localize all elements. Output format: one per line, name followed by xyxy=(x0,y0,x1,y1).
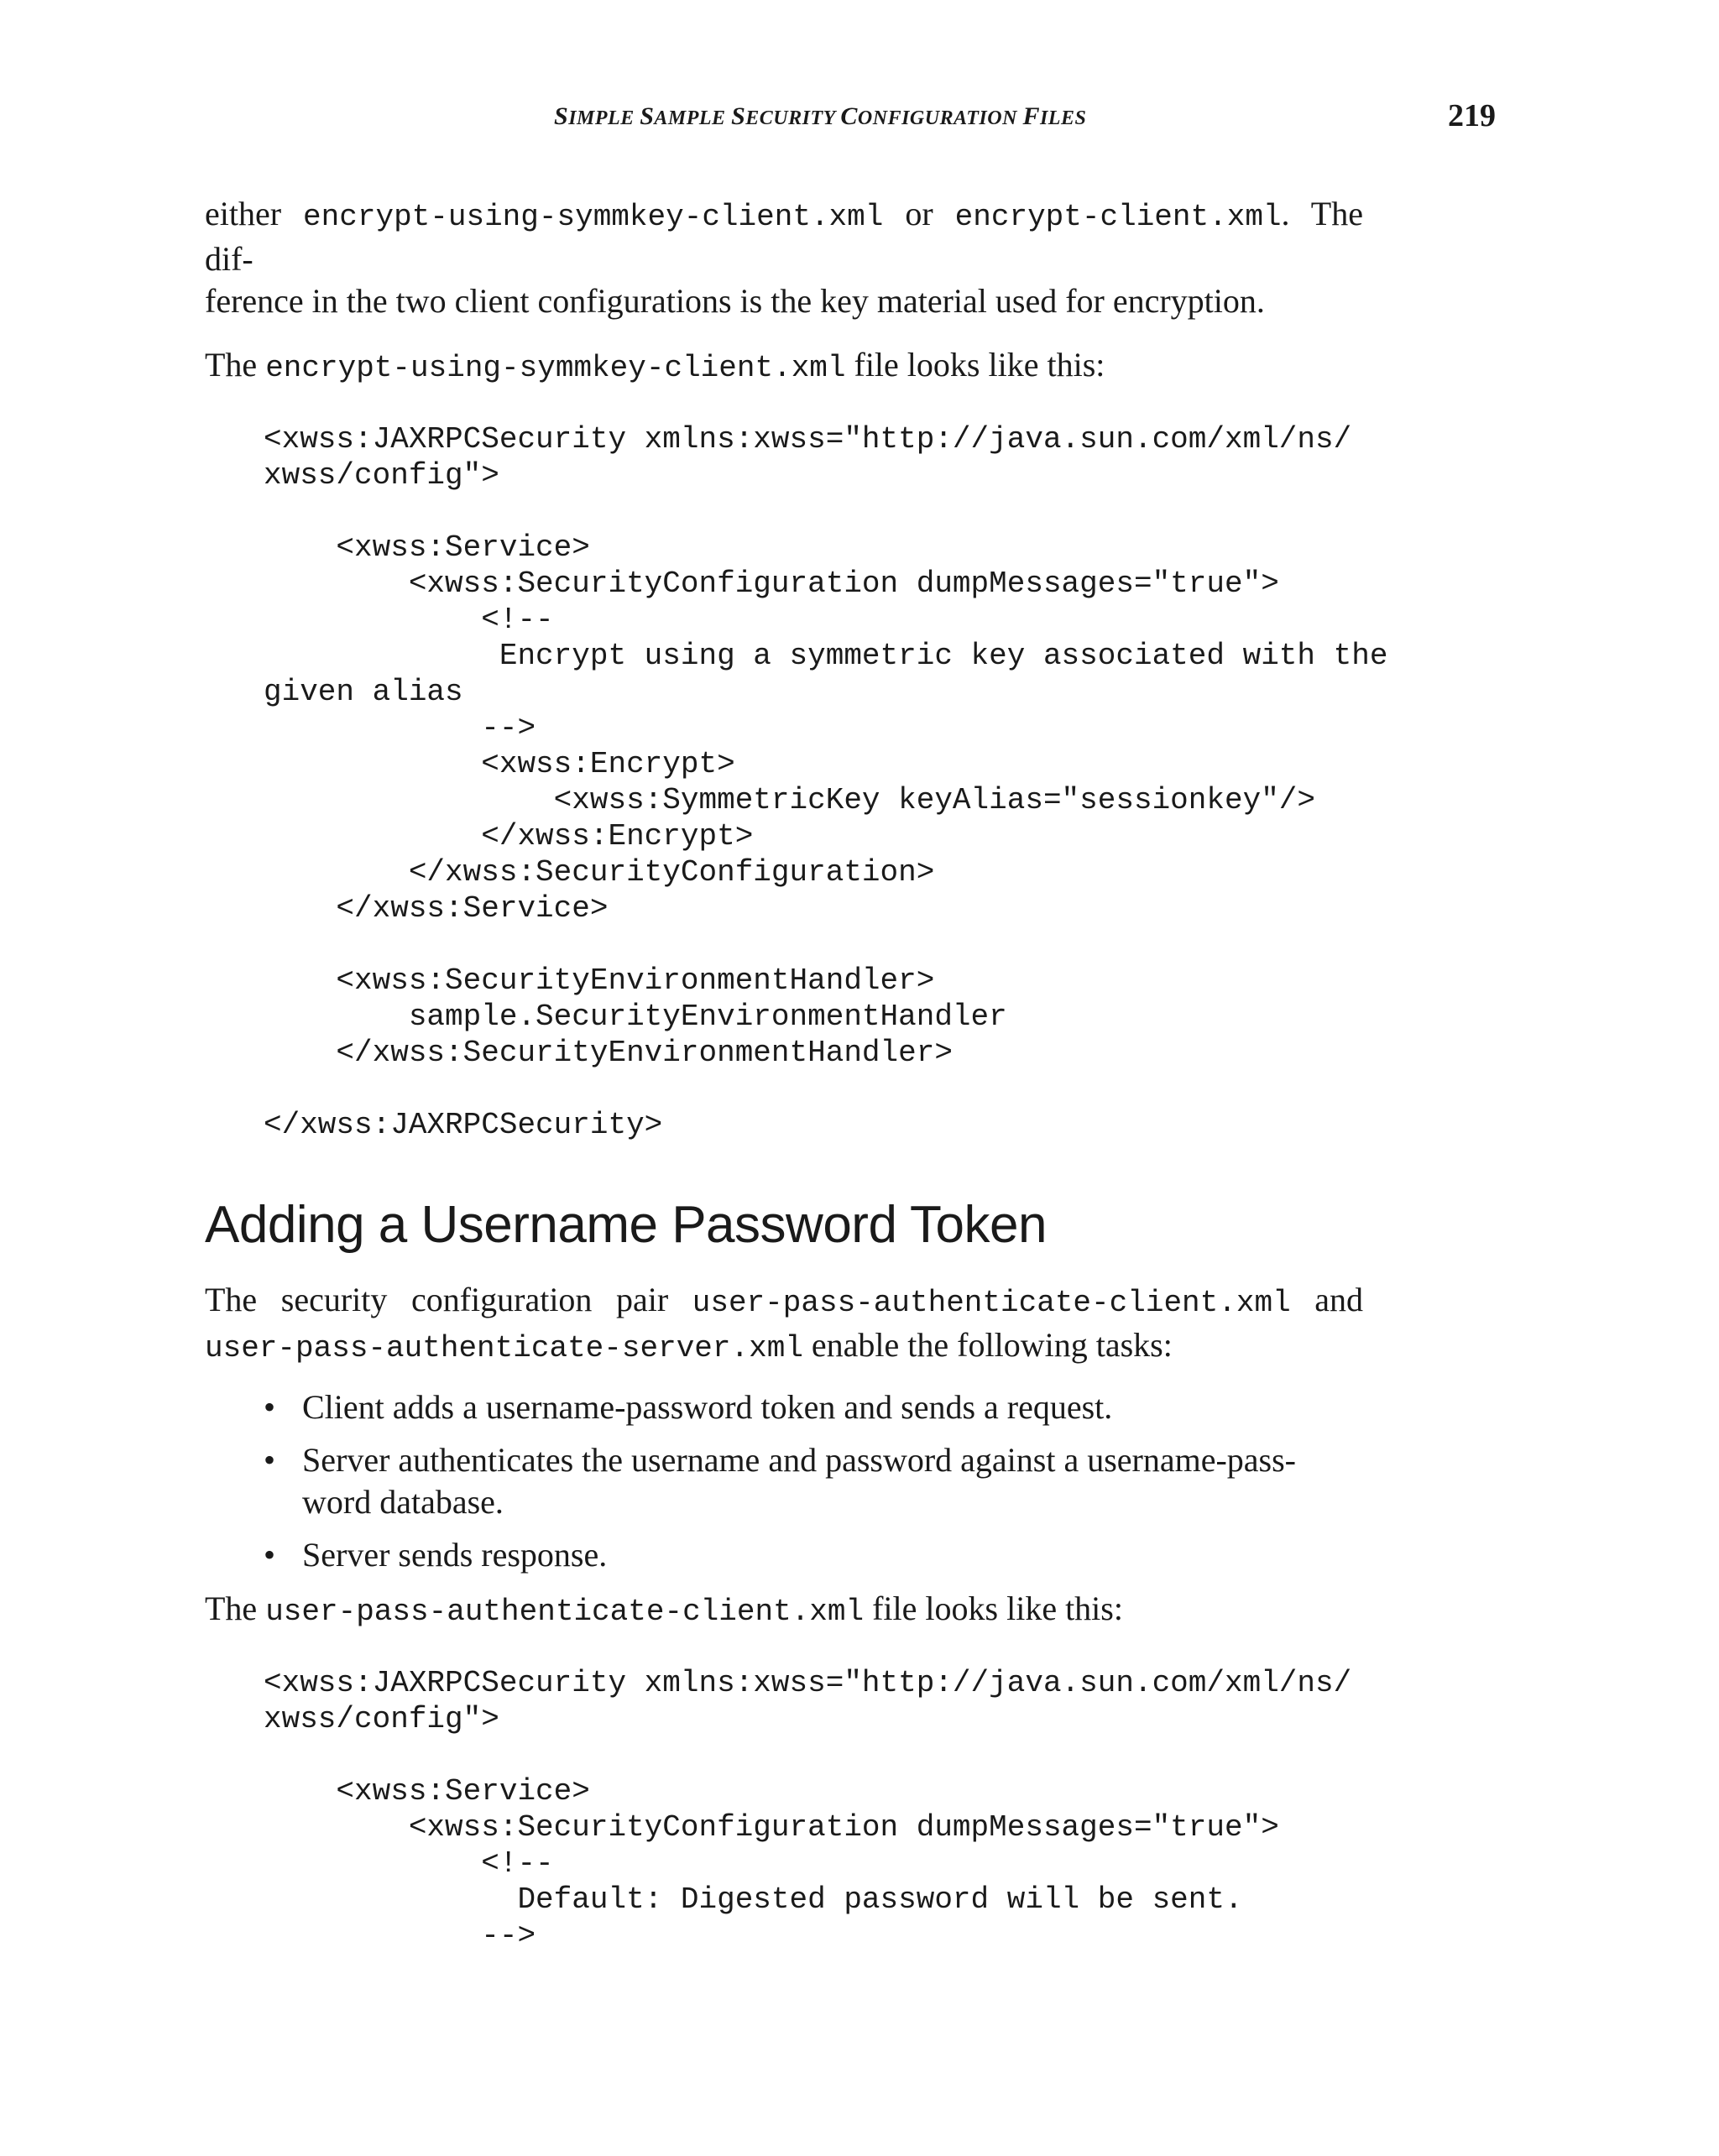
task-list xyxy=(205,1386,1363,1576)
list-item: • Server sends response. xyxy=(264,1534,1346,1576)
bullet-icon: • xyxy=(264,1388,276,1426)
code-listing-encrypt-client: <xwss:JAXRPCSecurity xmlns:xwss="http://java.sun.com/xml/ns/ xwss/config"> <xwss:Service> <xwss:SecurityConfiguration dumpMessages="true"> <!-- Encrypt using a symmetric key associated with the given alias --> <xwss:Encrypt> <xwss:SymmetricKey keyAlias="sessionkey"/> </xwss:Encrypt> </xwss:SecurityConfiguration> </xwss:Service> <xwss:SecurityEnvironmentHandler> sample.SecurityEnvironmentHandler </xwss:SecurityEnvironmentHandler> </xwss:JAXRPCSecurity> xyxy=(264,422,1388,1142)
bullet-icon: • xyxy=(264,1441,276,1479)
running-head: SIMPLE SAMPLE SECURITY CONFIGURATION FILES xyxy=(554,102,1087,130)
page-number: 219 xyxy=(1448,98,1496,133)
paragraph-config-pair: The security configuration pair user-pass-authenticate-client.xml and xyxy=(205,1281,1363,1320)
list-item: • Server authenticates the username and password against a username-pass-word database. xyxy=(264,1441,1297,1521)
code-listing-user-pass-client: <xwss:JAXRPCSecurity xmlns:xwss="http://java.sun.com/xml/ns/ xwss/config"> <xwss:Service> <xwss:SecurityConfiguration dumpMessages="true"> <!-- Default: Digested password will be sent. --> xyxy=(264,1666,1352,1953)
section-heading: Adding a Username Password Token xyxy=(205,1196,1047,1254)
paragraph-config-pair-line2: user-pass-authenticate-server.xml enable the following tasks: xyxy=(205,1326,1173,1365)
paragraph-file-intro: The encrypt-using-symmkey-client.xml file looks like this: xyxy=(205,346,1105,385)
paragraph-intro-line2: ference in the two client configurations is the key material used for encryption. xyxy=(205,282,1265,320)
paragraph-intro: either encrypt-using-symmkey-client.xml or encrypt-client.xml. The dif- xyxy=(205,195,1363,278)
paragraph-file-intro-2: The user-pass-authenticate-client.xml file looks like this: xyxy=(205,1590,1123,1629)
page-body xyxy=(205,193,1388,1954)
bullet-icon: • xyxy=(264,1536,276,1574)
list-item: • Client adds a username-password token and sends a request. xyxy=(264,1386,1346,1428)
